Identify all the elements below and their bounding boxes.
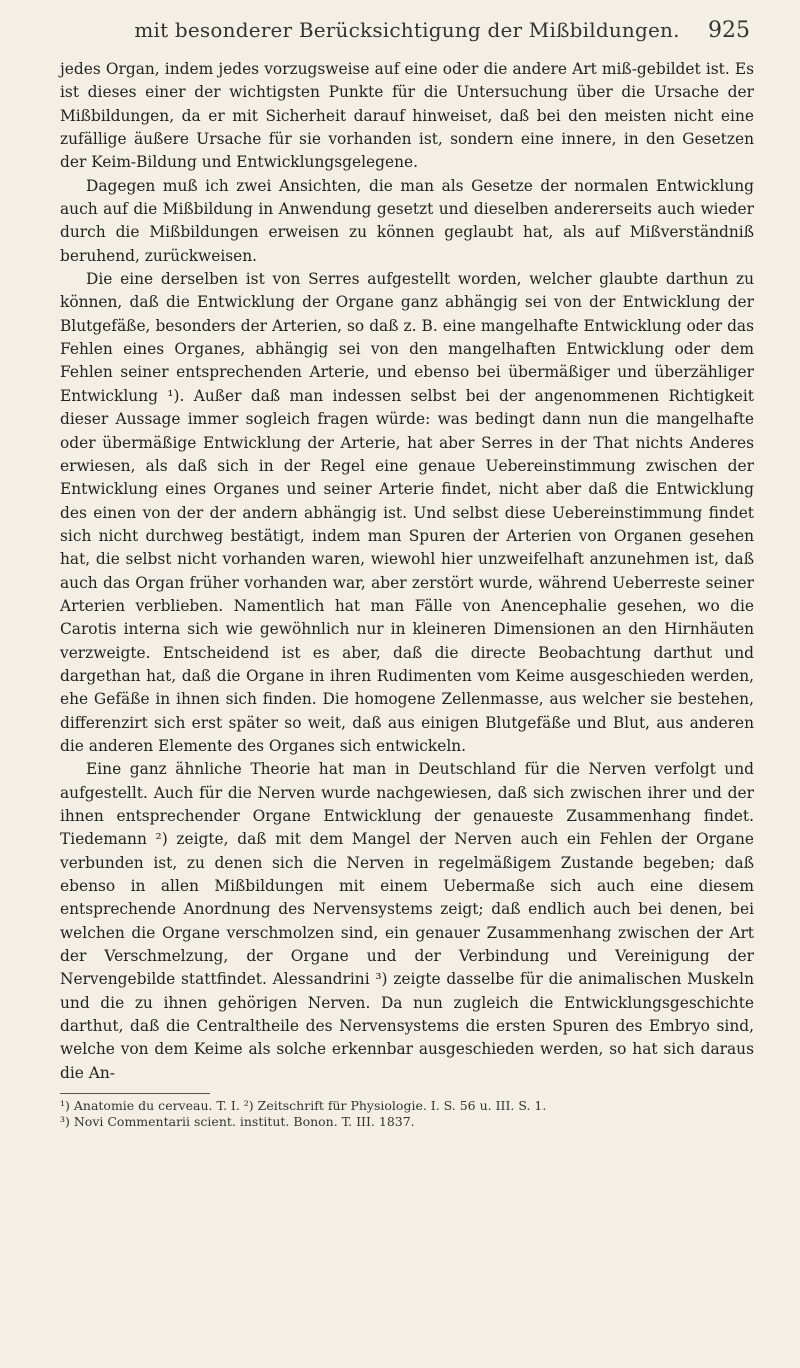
paragraph-2: Dagegen muß ich zwei Ansichten, die man als Gesetze der normalen Entwicklung auch auf die Mißbildung in Anwendung gesetzt und dieselben andererseits auch wieder durch die Mißbildungen erweisen zu können geglaubt hat, als auf Mißverständniß beruhend, zurückweisen. — [60, 176, 754, 265]
paragraph-3: Die eine derselben ist von Serres aufgestellt worden, welcher glaubte darthun zu können, daß die Entwicklung der Organe ganz abhängig sei von der Entwicklung der Blutgefäße, besonders der Arterien, so daß z. B. eine mangelhafte Entwicklung oder das Fehlen eines Organes, abhängig sei von den mangelhaften Entwicklung oder dem Fehlen seiner entsprechenden Arterie, und ebenso bei übermäßiger und überzähliger Entwicklung ¹). Außer daß man indessen selbst bei der angenommenen Richtigkeit dieser Aussage immer sogleich fragen würde: was bedingt dann nun die mangelhafte oder übermäßige Entwicklung der Arterie, hat aber Serres in der That nichts Anderes erwiesen, als daß sich in der Regel eine genaue Uebereinstimmung zwischen der Entwicklung eines Organes und seiner Arterie findet, nicht aber daß die Entwicklung des einen von der der andern abhängig ist. Und selbst diese Uebereinstimmung findet sich nicht durchweg bestätigt, indem man Spuren der Arterien von Organen gesehen hat, die selbst nicht vorhanden waren, wiewohl hier unzweifelhaft anzunehmen ist, daß auch das Organ früher vorhanden war, aber zerstört wurde, während Ueberreste seiner Arterien verblieben. Namentlich hat man Fälle von Anencephalie gesehen, wo die Carotis interna sich wie gewöhnlich nur in kleineren Dimensionen an den Hirnhäuten verzweigte. Entscheidend ist es aber, daß die directe Beobachtung darthut und dargethan hat, daß die Organe in ihren Rudimenten vom Keime ausgeschieden werden, ehe Gefäße in ihnen sich finden. Die homogene Zellenmasse, aus welcher sie bestehen, differenzirt sich erst später so weit, daß aus einigen Blutgefäße und Blut, aus anderen die anderen Elemente des Organes sich entwickeln. — [60, 270, 754, 755]
paragraph-1: jedes Organ, indem jedes vorzugsweise auf eine oder die andere Art miß-gebildet ist. Es ist dieses einer der wichtigsten Punkte für die Untersuchung über die Ursache der Mißbildungen, da er mit Sicherheit darauf hinweiset, daß bei den meisten nicht eine zufällige äußere Ursache für sie vorhanden ist, sondern eine innere, in den Gesetzen der Keim-Bildung und Entwicklungsgelegene. — [60, 60, 754, 172]
footnotes — [60, 1098, 754, 1130]
page-number: 925 — [708, 18, 750, 43]
footnote-1-2: ¹) Anatomie du cerveau. T. I. ²) Zeitschrift für Physiologie. I. S. 56 u. III. S. 1. — [60, 1098, 547, 1114]
paragraph-4: Eine ganz ähnliche Theorie hat man in Deutschland für die Nerven verfolgt und aufgestellt. Auch für die Nerven wurde nachgewiesen, daß sich zwischen ihrer und der ihnen entsprechender Organe Entwicklung der genaueste Zusammenhang findet. Tiedemann ²) zeigte, daß mit dem Mangel der Nerven auch ein Fehlen der Organe verbunden ist, zu denen sich die Nerven in regelmäßigem Zustande begeben; daß ebenso in allen Mißbildungen mit einem Uebermaße sich auch eine diesem entsprechende Anordnung des Nervensystems zeigt; daß endlich auch bei denen, bei welchen die Organe verschmolzen sind, ein genauer Zusammenhang zwischen der Art der Verschmelzung, der Organe und der Verbindung und Vereinigung der Nervengebilde stattfindet. Alessandrini ³) zeigte dasselbe für die animalischen Muskeln und die zu ihnen gehörigen Nerven. Da nun zugleich die Entwicklungsgeschichte darthut, daß die Centraltheile des Nervensystems die ersten Spuren des Embryo sind, welche von dem Keime als solche erkennbar ausgeschieden werden, so hat sich daraus die An- — [60, 760, 754, 1082]
running-head — [60, 18, 754, 52]
running-title: mit besonderer Berücksichtigung der Mißbildungen. — [134, 18, 680, 42]
body-text — [60, 58, 754, 1085]
footnote-3: ³) Novi Commentarii scient. institut. Bonon. T. III. 1837. — [60, 1114, 415, 1130]
footnote-divider — [60, 1093, 210, 1094]
